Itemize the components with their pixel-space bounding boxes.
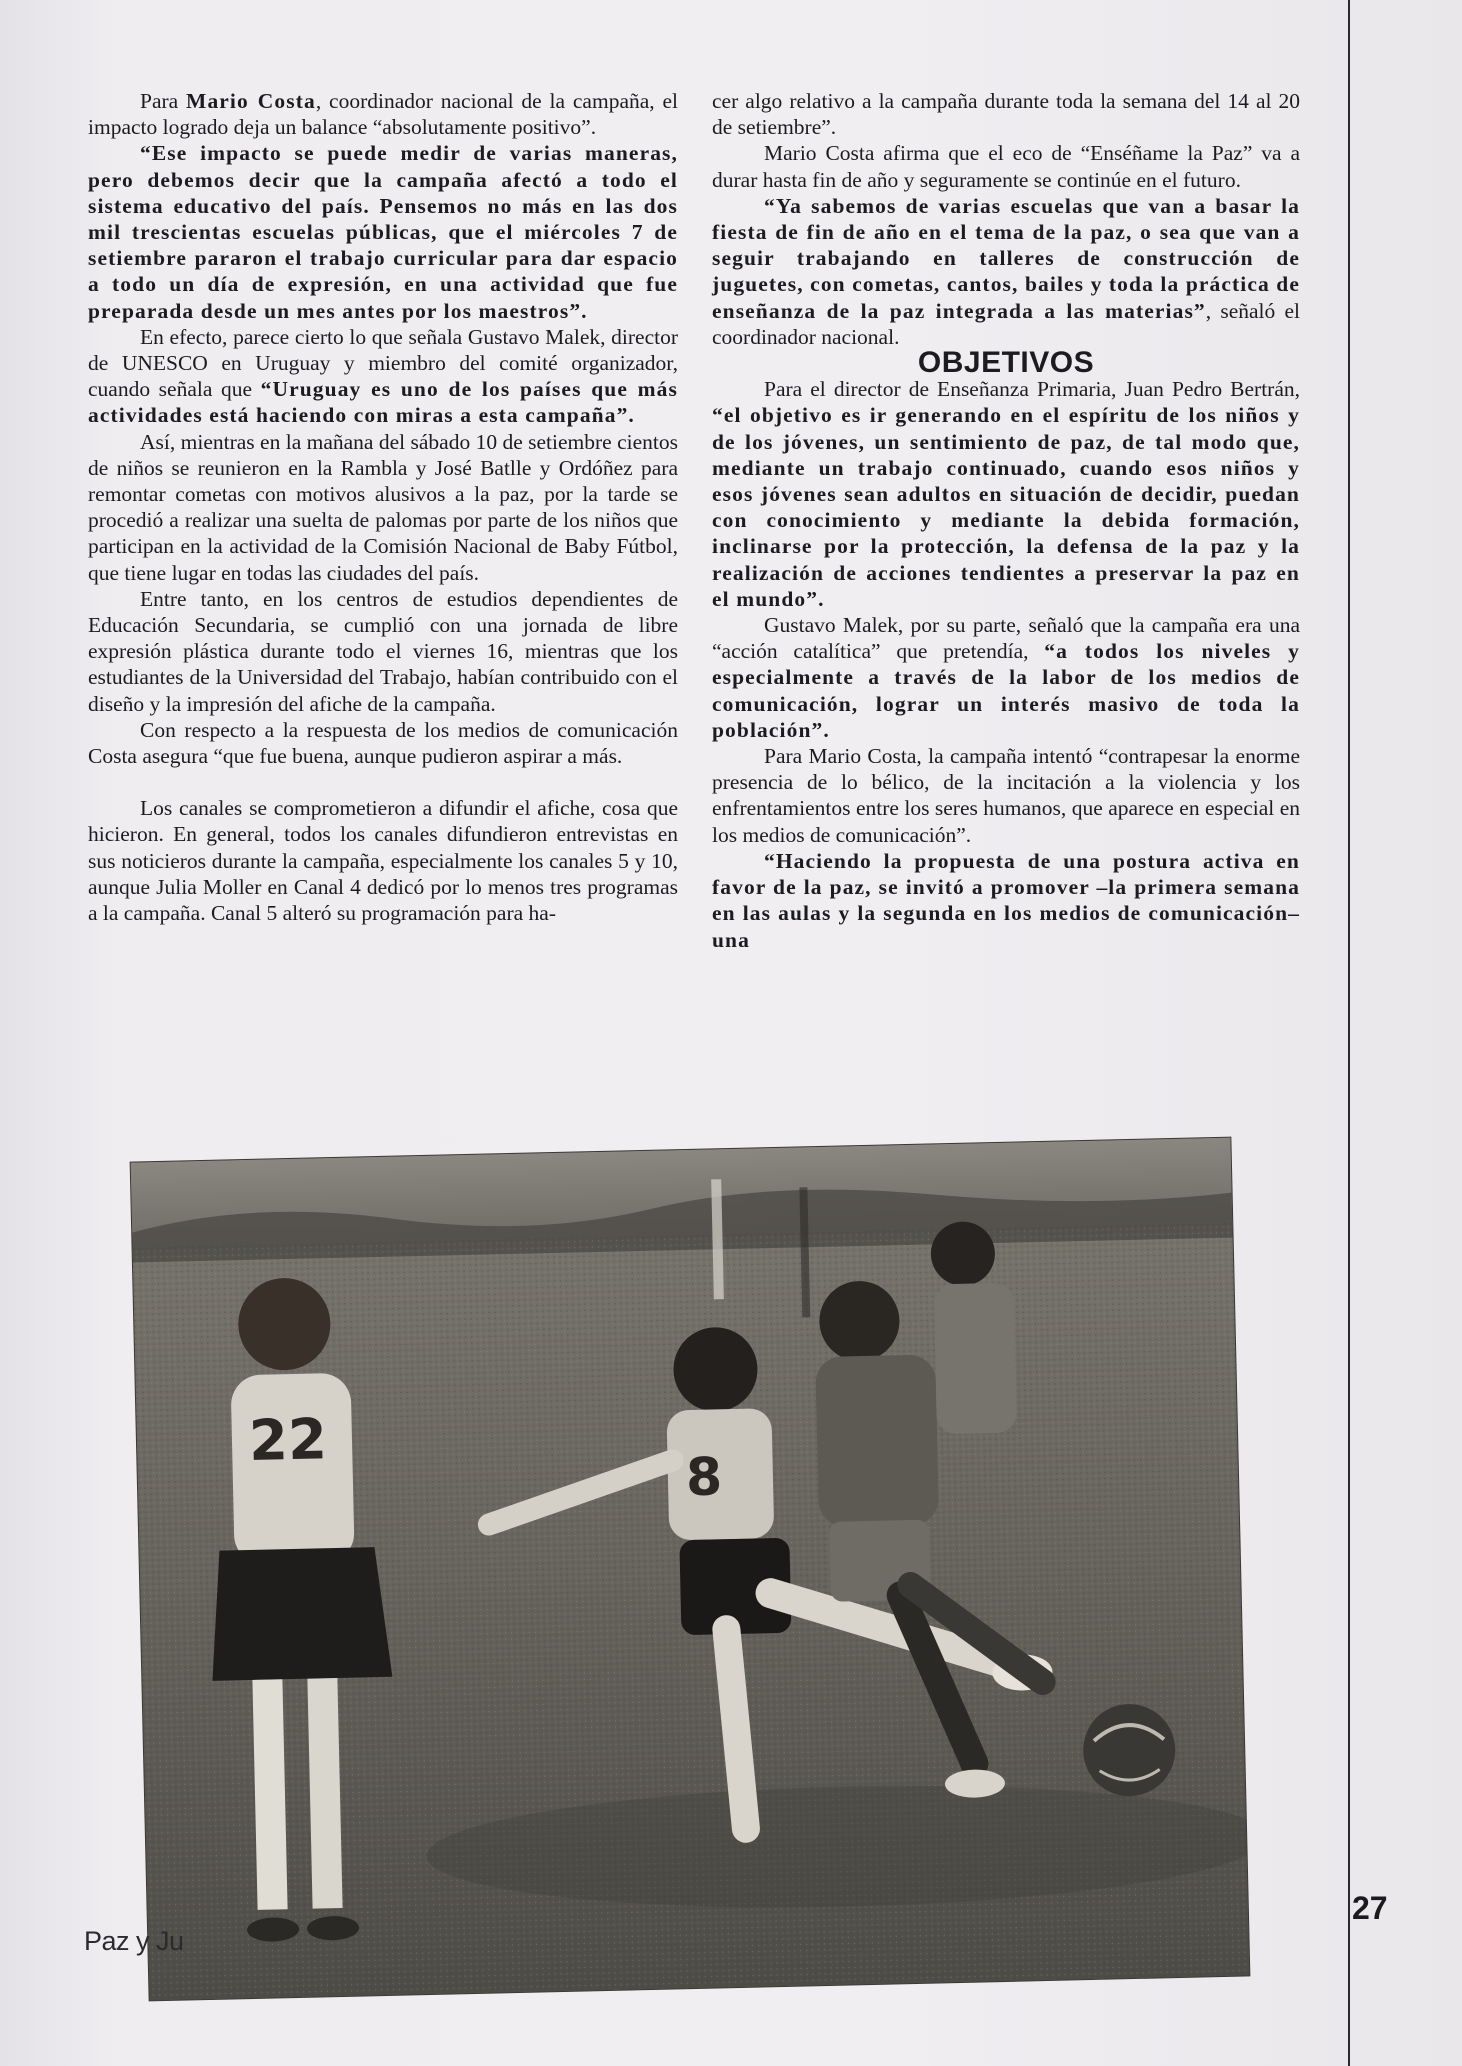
photo-illustration (131, 1138, 1250, 2001)
body-text: cer algo relativo a la campaña durante toda la semana del 14 al 20 de setiembre”. (712, 89, 1300, 140)
right-column-top (712, 88, 1300, 350)
jersey-number-8: 8 (685, 1447, 723, 1509)
body-text: Los canales se comprometieron a difundir el afiche, cosa que hicieron. En general, todos los canales difundieron entrevistas en sus noticieros durante la campaña, especialmente los canales 5 y 10, aunque Julia Moller en Canal 4 dedicó por lo menos tres programas a la campaña. Canal 5 alteró su programación para ha- (88, 796, 678, 926)
article-paragraph (88, 140, 678, 323)
body-text: , señaló el coordinador nacional. (712, 298, 1300, 349)
article-paragraph (88, 795, 678, 926)
bold-quote-text: “Ya sabemos de varias escuelas que van a basar la fiesta de fin de año en el tema de la paz, o sea que van a seguir trabajando en talleres de construcción de juguetes, con cometas, cantos, bailes y toda la práctica de enseñanza de la paz integrada a las materias” (712, 193, 1301, 323)
children-football-photo (131, 1138, 1250, 2001)
bold-quote-text: “Ese impacto se puede medir de varias maneras, pero debemos decir que la campaña afectó a todo el sistema educativo del país. Pensemos no más en las dos mil trescientas escuelas públicas, que el miércoles 7 de setiembre pararon el trabajo curricular para dar espacio a todo un día de expresión, en una actividad que fue preparada desde un mes antes por los maestros”. (88, 141, 678, 323)
article-paragraph (88, 429, 678, 586)
magazine-footer: Paz y Ju (84, 1926, 184, 1956)
page-edge-rule (1348, 0, 1350, 2066)
bold-quote-text: “a todos los niveles y especialmente a través de la labor de los medios de comunicación, lograr un interés masivo de toda la población”. (712, 639, 1300, 742)
bold-quote-text: Mario Costa (186, 89, 316, 113)
body-text: Mario Costa afirma que el eco de “Enséñame la Paz” va a durar hasta fin de año y seguramente se continúe en el futuro. (712, 141, 1300, 192)
bold-quote-text: “Uruguay es uno de los países que más actividades está haciendo con miras a esta campaña”. (88, 377, 678, 428)
right-column-bottom (712, 376, 1300, 952)
body-text: Para el director de Enseñanza Primaria, Juan Pedro Bertrán, (764, 377, 1300, 402)
article-paragraph (88, 717, 678, 769)
article-paragraph (712, 376, 1300, 612)
article-right-column (712, 88, 1300, 953)
body-text: Entre tanto, en los centros de estudios dependientes de Educación Secundaria, se cumplió con una jornada de libre expresión plástica durante todo el viernes 16, mientras que los estudiantes de la Universidad del Trabajo, habían contribuido con el diseño y la impresión del afiche de la campaña. (88, 586, 678, 716)
article-paragraph (88, 586, 678, 717)
article-paragraph (88, 88, 678, 140)
article-paragraph (712, 612, 1300, 743)
article-paragraph (712, 193, 1300, 350)
body-text: Para Mario Costa, la campaña intentó “contrapesar la enorme presencia de lo bélico, de la incitación a la violencia y los enfrentamientos entre los seres humanos, que aparece en especial en los medios de comunicación”. (712, 744, 1300, 847)
article-paragraph (712, 743, 1300, 848)
body-text: Así, mientras en la mañana del sábado 10 de setiembre cientos de niños se reunieron en la Rambla y José Batlle y Ordóñez para remontar cometas con motivos alusivos a la paz, por la tarde se procedió a realizar una suelta de palomas por parte de los niños que participan en la actividad de la Comisión Nacional de Baby Fútbol, que tiene lugar en todas las ciudades del país. (88, 429, 678, 585)
jersey-number-22: 22 (248, 1407, 328, 1474)
body-text: , coordinador nacional de la campaña, el impacto logrado deja un balance “absolutamente positivo”. (88, 89, 678, 140)
body-text: Gustavo Malek, por su parte, señaló que la campaña era una “acción catalítica” que pretendía, (712, 613, 1300, 664)
page-number: 27 (1352, 1890, 1388, 1926)
bold-quote-text: “Haciendo la propuesta de una postura activa en favor de la paz, se invitó a promover –la primera semana en las aulas y la segunda en los medios de comunicación– una (712, 848, 1300, 952)
article-paragraph (712, 88, 1300, 140)
body-text: Para (140, 89, 187, 113)
article-paragraph (712, 140, 1300, 192)
article-left-column (88, 88, 678, 926)
body-text: En efecto, parece cierto lo que señala Gustavo Malek, director de UNESCO en Uruguay y miembro del comité organizador, cuando señala que (88, 324, 678, 402)
bold-quote-text: “el objetivo es ir generando en el espíritu de los niños y de los jóvenes, un sentimiento de paz, de tal modo que, mediante un trabajo continuado, cuando esos niños y esos jóvenes sean adultos en situación de decidir, puedan con conocimiento y mediante la debida formación, inclinarse por la protección, la defensa de la paz y la realización de acciones tendientes a preservar la paz en el mundo”. (712, 403, 1300, 611)
section-heading-objetivos: OBJETIVOS (917, 346, 1095, 380)
article-paragraph (712, 848, 1300, 953)
article-paragraph (88, 324, 678, 429)
body-text: Con respecto a la respuesta de los medios de comunicación Costa asegura “que fue buena, aunque pudieron aspirar a más. (88, 717, 678, 769)
